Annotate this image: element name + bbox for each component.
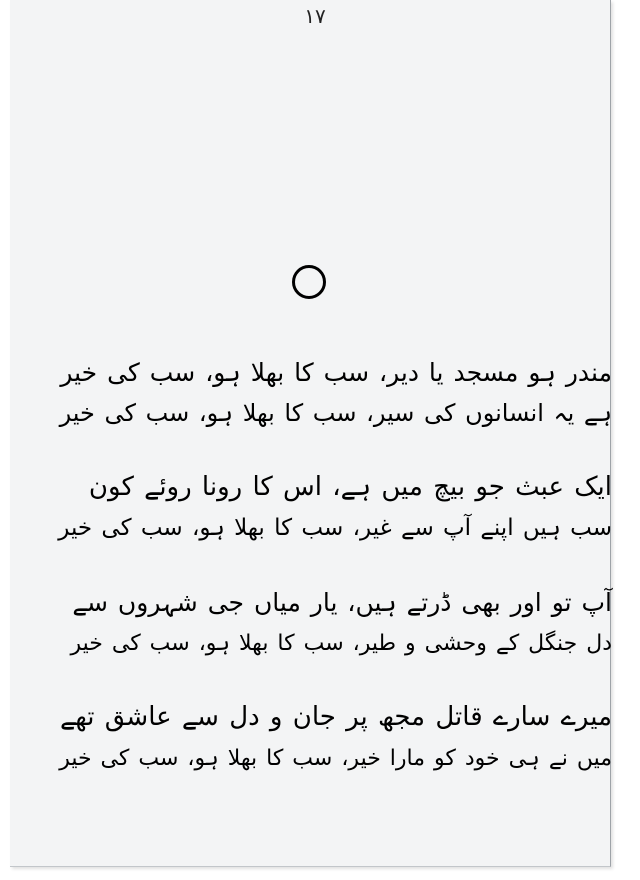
- poem-line: میں نے ہی خود کو مارا خیر، سب کا بھلا ہو، سب کی خیر: [59, 746, 612, 771]
- poem-line: آپ تو اور بھی ڈرتے ہیں، یار میاں جی شہروں سے: [72, 588, 612, 617]
- stanza-4: [58, 697, 612, 779]
- poem: [58, 352, 612, 812]
- poem-line: ہے یہ انسانوں کی سیر، سب کا بھلا ہو، سب کی خیر: [59, 399, 612, 427]
- page-number: ۱۷: [304, 4, 326, 28]
- poem-line: ایک عبث جو بیچ میں ہے، اس کا رونا روئے کون: [88, 472, 612, 502]
- book-page: [10, 0, 611, 867]
- stanza-1: [58, 352, 612, 434]
- poem-line: سب ہیں اپنے آپ سے غیر، سب کا بھلا ہو، سب کی خیر: [58, 515, 612, 541]
- stanza-2: [58, 467, 612, 549]
- poem-line: میرے سارے قاتل مجھ پر جان و دل سے عاشق تھے: [60, 702, 612, 732]
- poem-line: دل جنگل کے وحشی و طیر، سب کا بھلا ہو، سب کی خیر: [70, 631, 612, 656]
- circle-ornament-icon: [292, 265, 326, 299]
- stanza-3: [58, 582, 612, 664]
- poem-line: مندر ہو مسجد یا دیر، سب کا بھلا ہو، سب کی خیر: [60, 358, 612, 387]
